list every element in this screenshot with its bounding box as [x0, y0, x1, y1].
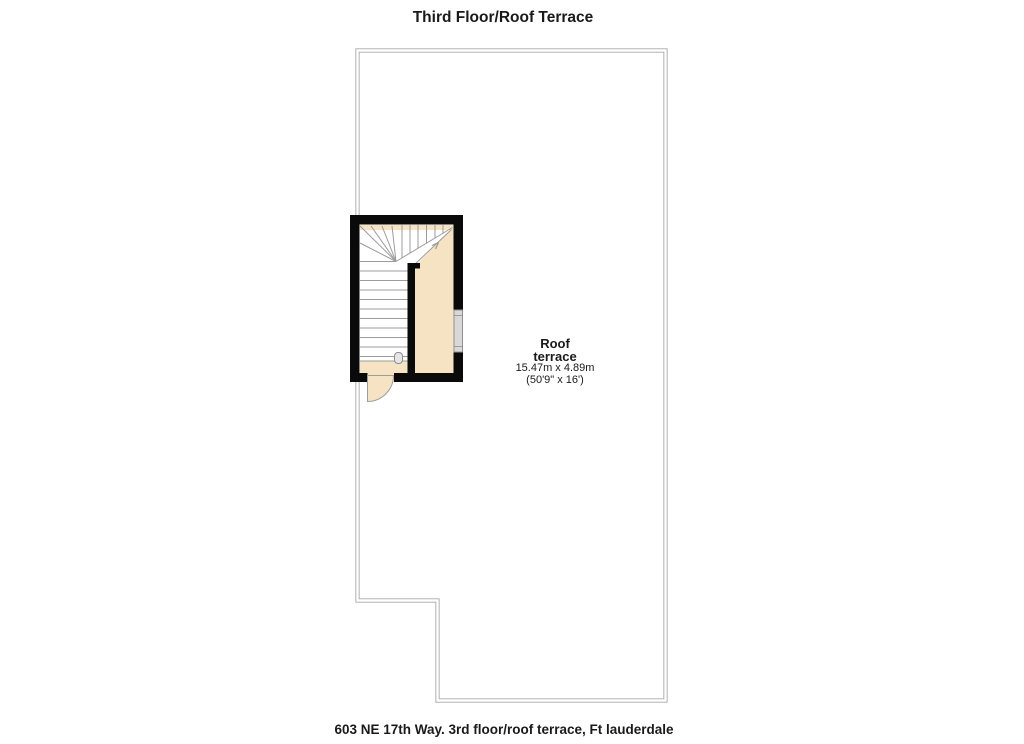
door	[368, 373, 395, 402]
room-size-metric: 15.47m x 4.89m	[515, 362, 595, 374]
room-name-line2: terrace	[533, 348, 577, 364]
address-caption: 603 NE 17th Way. 3rd floor/roof terrace, Ft lauderdale	[334, 722, 674, 737]
stairwell	[350, 215, 463, 402]
handrail-end	[395, 353, 403, 364]
page-title: Third Floor/Roof Terrace	[412, 9, 594, 26]
room-name-line1: Roof	[540, 336, 570, 351]
room-label	[516, 338, 595, 386]
room-size-imperial: (50'9" x 16')	[526, 373, 584, 386]
right-wall-opening	[454, 310, 463, 352]
door-swing	[368, 376, 394, 402]
top-landing-strip	[360, 225, 454, 230]
